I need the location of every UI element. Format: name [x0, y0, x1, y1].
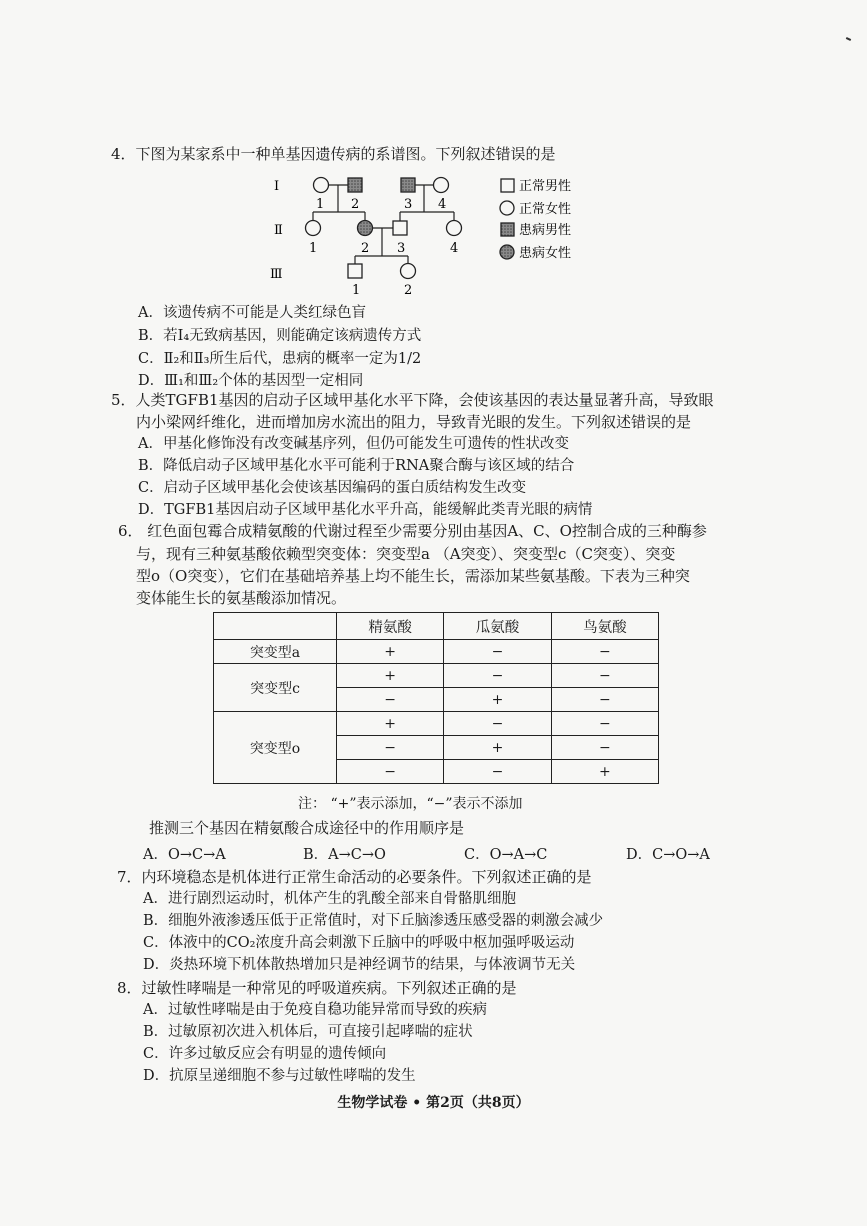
II4-normal-female	[447, 221, 462, 236]
q7-option-a: A．进行剧烈运动时，机体产生的乳酸全部来自骨骼肌细胞	[143, 891, 516, 907]
q4-option-c: C．Ⅱ₂和Ⅱ₃所生后代，患病的概率一定为1/2	[138, 351, 422, 367]
legend-normal-male-icon	[501, 179, 514, 192]
table-header-arginine: 精氨酸	[337, 613, 444, 640]
I2-label: 2	[351, 197, 360, 212]
I4-label: 4	[438, 197, 447, 212]
table-cell: +	[444, 736, 551, 760]
table-cell: +	[551, 760, 658, 784]
mutant-a-label: 突变型a	[214, 640, 337, 664]
table-cell: −	[551, 664, 658, 688]
table-cell: +	[337, 712, 444, 736]
q6-stem-3: 型o（O突变），它们在基础培养基上均不能生长，需添加某些氨基酸。下表为三种突	[136, 567, 690, 585]
gen-label-3: Ⅲ	[270, 267, 283, 282]
table-cell: −	[551, 712, 658, 736]
table-cell: −	[337, 688, 444, 712]
table-header-citrulline: 瓜氨酸	[444, 613, 551, 640]
table-row	[214, 664, 659, 688]
q6-stem-1: 6． 红色面包霉合成精氨酸的代谢过程至少需要分别由基因A、C、O控制合成的三种酶参	[118, 522, 707, 540]
table-row	[214, 712, 659, 736]
I4-normal-female	[434, 178, 449, 193]
q6-stem-2: 与，现有三种氨基酸依赖型突变体：突变型a （A突变）、突变型c（C突变）、突变	[136, 545, 676, 563]
I2-affected-male	[348, 178, 362, 192]
table-header-ornithine: 鸟氨酸	[551, 613, 658, 640]
q6-option-c: C．O→A→C	[464, 847, 548, 863]
table-header-blank	[214, 613, 337, 640]
legend-normal-male: 正常男性	[519, 179, 572, 194]
q4-option-b: B．若Ⅰ₄无致病基因，则能确定该病遗传方式	[138, 328, 422, 344]
q7-option-c: C．体液中的CO₂浓度升高会刺激下丘脑中的呼吸中枢加强呼吸运动	[143, 935, 575, 951]
table-cell: −	[551, 736, 658, 760]
table-cell: −	[444, 760, 551, 784]
table-cell: +	[337, 664, 444, 688]
legend-affected-male: 患病男性	[519, 223, 572, 238]
q7-stem: 7．内环境稳态是机体进行正常生命活动的必要条件。下列叙述正确的是	[117, 868, 592, 886]
q6-option-a: A．O→C→A	[143, 847, 226, 863]
q5-option-a: A．甲基化修饰没有改变碱基序列，但仍可能发生可遗传的性状改变	[138, 436, 569, 452]
q6-option-b: B．A→C→O	[303, 847, 386, 863]
I3-label: 3	[404, 197, 413, 212]
III1-normal-male	[348, 264, 362, 278]
q6-question: 推测三个基因在精氨酸合成途径中的作用顺序是	[149, 819, 465, 837]
II4-label: 4	[450, 241, 459, 256]
II1-label: 1	[309, 241, 318, 256]
q8-option-a: A．过敏性哮喘是由于免疫自稳功能异常而导致的疾病	[143, 1002, 487, 1018]
legend-affected-female: 患病女性	[519, 246, 572, 261]
I1-label: 1	[316, 197, 325, 212]
table-cell: +	[444, 688, 551, 712]
table-cell: −	[337, 760, 444, 784]
q5-option-d: D．TGFB1基因启动子区域甲基化水平升高，能缓解此类青光眼的病情	[138, 502, 593, 518]
table-note: 注： “+”表示添加，“−”表示不添加	[298, 796, 523, 812]
q5-stem-1: 5．人类TGFB1基因的启动子区域甲基化水平下降，会使该基因的表达量显著升高，导致眼	[111, 391, 714, 409]
legend-affected-female-icon	[500, 245, 514, 259]
q8-option-b: B．过敏原初次进入机体后，可直接引起哮喘的症状	[143, 1024, 473, 1040]
gen-label-2: Ⅱ	[274, 223, 283, 238]
III2-normal-female	[401, 264, 416, 279]
q6-option-d: D．C→O→A	[626, 847, 710, 863]
q5-option-b: B．降低启动子区域甲基化水平可能利于RNA聚合酶与该区域的结合	[138, 458, 575, 474]
I1-normal-female	[314, 178, 329, 193]
legend-normal-female: 正常女性	[519, 202, 572, 217]
q4-option-d: D．Ⅲ₁和Ⅲ₂个体的基因型一定相同	[138, 373, 364, 389]
q5-stem-2: 内小梁网纤维化，进而增加房水流出的阻力，导致青光眼的发生。下列叙述错误的是	[136, 413, 692, 431]
II2-affected-female	[358, 221, 373, 236]
q8-stem: 8．过敏性哮喘是一种常见的呼吸道疾病。下列叙述正确的是	[117, 979, 517, 997]
mutant-c-label: 突变型c	[214, 664, 337, 712]
III1-label: 1	[352, 283, 361, 298]
legend-affected-male-icon	[501, 223, 514, 236]
q6-stem-4: 变体能生长的氨基酸添加情况。	[136, 589, 347, 607]
table-header-row	[214, 613, 659, 640]
pedigree-chart	[264, 168, 594, 298]
table-cell: −	[551, 688, 658, 712]
scan-speck	[846, 37, 851, 41]
page-footer: 生物学试卷 • 第2页（共8页）	[337, 1095, 530, 1111]
q7-option-d: D．炎热环境下机体散热增加只是神经调节的结果，与体液调节无关	[143, 957, 576, 973]
table-cell: +	[337, 640, 444, 664]
table-cell: −	[444, 640, 551, 664]
table-cell: −	[444, 664, 551, 688]
q8-option-c: C．许多过敏反应会有明显的遗传倾向	[143, 1046, 387, 1062]
q4-option-a: A．该遗传病不可能是人类红绿色盲	[138, 305, 366, 321]
I3-affected-male	[401, 178, 415, 192]
II3-normal-male	[393, 221, 407, 235]
legend-normal-female-icon	[500, 201, 514, 215]
table-cell: −	[444, 712, 551, 736]
II2-label: 2	[361, 241, 370, 256]
q4-stem: 4．下图为某家系中一种单基因遗传病的系谱图。下列叙述错误的是	[111, 145, 556, 163]
q8-option-d: D．抗原呈递细胞不参与过敏性哮喘的发生	[143, 1068, 416, 1084]
table-cell: −	[337, 736, 444, 760]
II3-label: 3	[397, 241, 406, 256]
gen-label-1: Ⅰ	[274, 179, 280, 194]
q5-option-c: C．启动子区域甲基化会使该基因编码的蛋白质结构发生改变	[138, 480, 527, 496]
II1-normal-female	[306, 221, 321, 236]
table-row	[214, 640, 659, 664]
amino-acid-table	[213, 612, 659, 784]
table-cell: −	[551, 640, 658, 664]
III2-label: 2	[404, 283, 413, 298]
q7-option-b: B．细胞外液渗透压低于正常值时，对下丘脑渗透压感受器的刺激会减少	[143, 913, 604, 929]
mutant-o-label: 突变型o	[214, 712, 337, 784]
